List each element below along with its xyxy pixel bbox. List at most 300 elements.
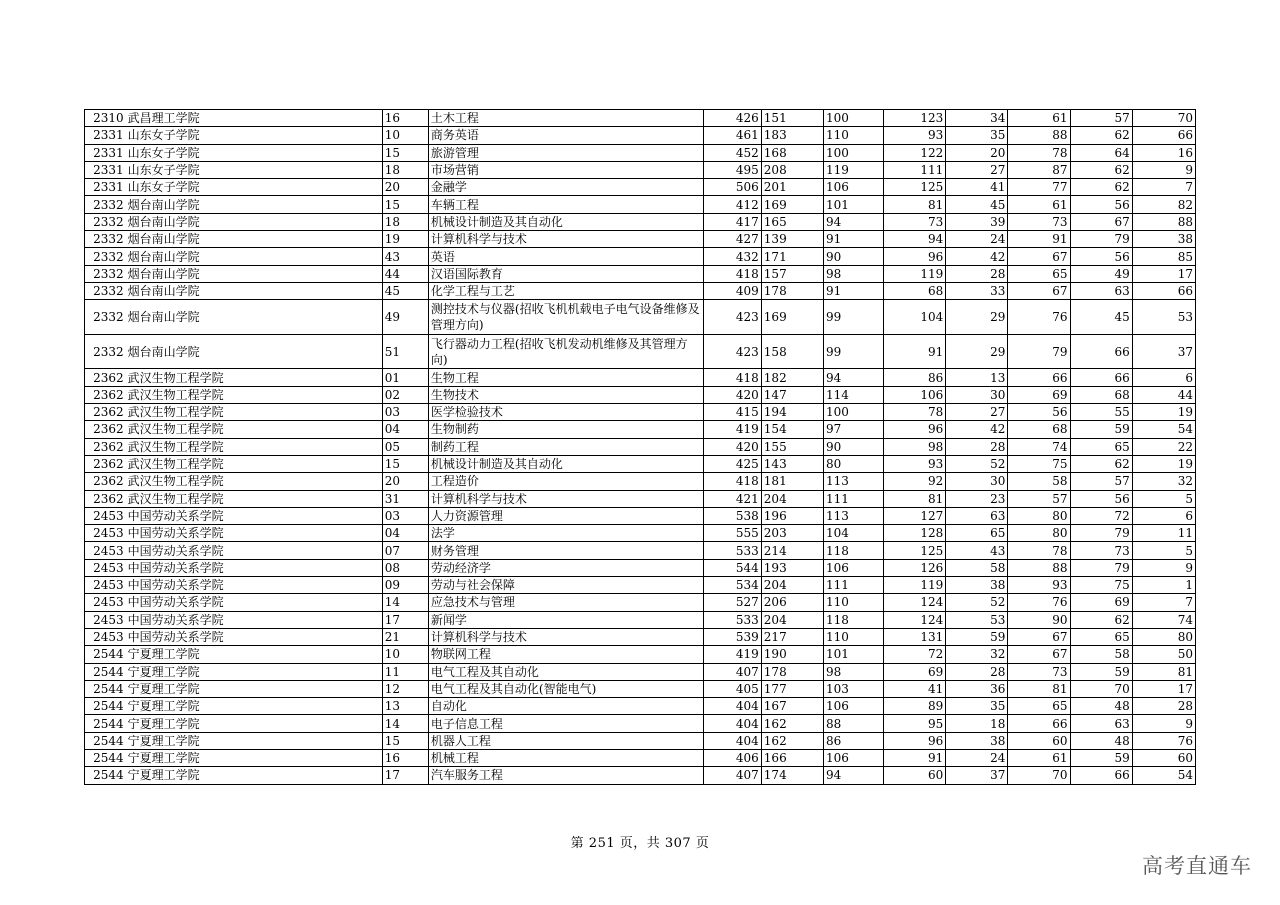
- score-col-8-cell: 88: [1132, 213, 1195, 230]
- table-row: [85, 334, 1196, 369]
- school-code-cell: 2544: [85, 732, 126, 749]
- total-score-cell: 417: [703, 213, 761, 230]
- score-col-2-cell: 217: [761, 628, 823, 645]
- major-code-cell: 10: [382, 646, 428, 663]
- score-col-7-cell: 75: [1070, 577, 1132, 594]
- table-row: [85, 282, 1196, 299]
- score-col-4-cell: 94: [884, 231, 946, 248]
- total-score-cell: 425: [703, 455, 761, 472]
- school-code-cell: 2362: [85, 421, 126, 438]
- major-code-cell: 17: [382, 611, 428, 628]
- score-col-4-cell: 96: [884, 421, 946, 438]
- score-col-7-cell: 57: [1070, 110, 1132, 127]
- major-code-cell: 45: [382, 282, 428, 299]
- score-col-5-cell: 53: [946, 611, 1008, 628]
- score-col-3-cell: 104: [823, 525, 883, 542]
- score-col-2-cell: 169: [761, 300, 823, 335]
- score-col-8-cell: 17: [1132, 680, 1195, 697]
- school-code-cell: 2453: [85, 542, 126, 559]
- school-name-cell: 烟台南山学院: [126, 196, 383, 213]
- score-col-2-cell: 182: [761, 369, 823, 386]
- score-col-6-cell: 68: [1008, 421, 1070, 438]
- total-score-cell: 538: [703, 507, 761, 524]
- school-name-cell: 烟台南山学院: [126, 282, 383, 299]
- score-col-8-cell: 82: [1132, 196, 1195, 213]
- score-col-4-cell: 104: [884, 300, 946, 335]
- major-code-cell: 16: [382, 110, 428, 127]
- score-col-5-cell: 32: [946, 646, 1008, 663]
- score-col-7-cell: 79: [1070, 231, 1132, 248]
- score-col-8-cell: 28: [1132, 698, 1195, 715]
- major-code-cell: 15: [382, 144, 428, 161]
- major-code-cell: 20: [382, 179, 428, 196]
- score-col-3-cell: 91: [823, 282, 883, 299]
- school-code-cell: 2453: [85, 559, 126, 576]
- table-row: [85, 663, 1196, 680]
- major-name-cell: 机械设计制造及其自动化: [428, 213, 703, 230]
- score-col-5-cell: 28: [946, 265, 1008, 282]
- school-name-cell: 宁夏理工学院: [126, 715, 383, 732]
- score-col-8-cell: 16: [1132, 144, 1195, 161]
- major-code-cell: 31: [382, 490, 428, 507]
- score-col-6-cell: 87: [1008, 161, 1070, 178]
- score-col-8-cell: 5: [1132, 490, 1195, 507]
- table-row: [85, 507, 1196, 524]
- total-score-cell: 420: [703, 386, 761, 403]
- score-col-7-cell: 62: [1070, 455, 1132, 472]
- total-score-cell: 418: [703, 265, 761, 282]
- major-code-cell: 11: [382, 663, 428, 680]
- school-name-cell: 烟台南山学院: [126, 265, 383, 282]
- score-col-5-cell: 41: [946, 179, 1008, 196]
- score-col-6-cell: 61: [1008, 110, 1070, 127]
- table-row: [85, 628, 1196, 645]
- score-col-4-cell: 98: [884, 438, 946, 455]
- major-name-cell: 制药工程: [428, 438, 703, 455]
- school-code-cell: 2362: [85, 404, 126, 421]
- major-name-cell: 自动化: [428, 698, 703, 715]
- total-score-cell: 406: [703, 749, 761, 766]
- table-row: [85, 559, 1196, 576]
- score-col-2-cell: 139: [761, 231, 823, 248]
- score-col-6-cell: 66: [1008, 369, 1070, 386]
- score-col-2-cell: 168: [761, 144, 823, 161]
- score-col-5-cell: 42: [946, 421, 1008, 438]
- table-row: [85, 110, 1196, 127]
- major-name-cell: 计算机科学与技术: [428, 231, 703, 248]
- score-col-4-cell: 128: [884, 525, 946, 542]
- score-col-5-cell: 42: [946, 248, 1008, 265]
- score-col-5-cell: 23: [946, 490, 1008, 507]
- school-code-cell: 2332: [85, 265, 126, 282]
- score-col-7-cell: 48: [1070, 698, 1132, 715]
- table-row: [85, 749, 1196, 766]
- table-row: [85, 767, 1196, 784]
- major-name-cell: 法学: [428, 525, 703, 542]
- major-code-cell: 51: [382, 334, 428, 369]
- score-col-2-cell: 162: [761, 732, 823, 749]
- school-name-cell: 武汉生物工程学院: [126, 473, 383, 490]
- score-col-7-cell: 56: [1070, 248, 1132, 265]
- score-col-4-cell: 81: [884, 490, 946, 507]
- score-col-7-cell: 65: [1070, 628, 1132, 645]
- score-col-6-cell: 79: [1008, 334, 1070, 369]
- score-col-4-cell: 91: [884, 334, 946, 369]
- school-code-cell: 2453: [85, 507, 126, 524]
- score-col-8-cell: 7: [1132, 594, 1195, 611]
- score-col-7-cell: 59: [1070, 749, 1132, 766]
- major-name-cell: 生物制药: [428, 421, 703, 438]
- score-col-5-cell: 65: [946, 525, 1008, 542]
- major-name-cell: 应急技术与管理: [428, 594, 703, 611]
- table-row: [85, 369, 1196, 386]
- score-col-5-cell: 29: [946, 300, 1008, 335]
- table-row: [85, 455, 1196, 472]
- major-name-cell: 测控技术与仪器(招收飞机机载电子电气设备维修及管理方向): [428, 300, 703, 335]
- school-code-cell: 2453: [85, 525, 126, 542]
- table-row: [85, 525, 1196, 542]
- score-col-4-cell: 91: [884, 749, 946, 766]
- score-col-5-cell: 33: [946, 282, 1008, 299]
- major-code-cell: 12: [382, 680, 428, 697]
- score-col-8-cell: 66: [1132, 127, 1195, 144]
- score-col-4-cell: 106: [884, 386, 946, 403]
- score-col-2-cell: 143: [761, 455, 823, 472]
- score-col-2-cell: 158: [761, 334, 823, 369]
- major-name-cell: 电气工程及其自动化(智能电气): [428, 680, 703, 697]
- score-col-5-cell: 27: [946, 161, 1008, 178]
- score-col-5-cell: 18: [946, 715, 1008, 732]
- school-code-cell: 2544: [85, 663, 126, 680]
- total-score-cell: 544: [703, 559, 761, 576]
- score-col-3-cell: 119: [823, 161, 883, 178]
- major-code-cell: 43: [382, 248, 428, 265]
- score-col-7-cell: 59: [1070, 421, 1132, 438]
- total-score-cell: 495: [703, 161, 761, 178]
- major-code-cell: 17: [382, 767, 428, 784]
- score-col-7-cell: 56: [1070, 196, 1132, 213]
- score-col-3-cell: 110: [823, 127, 883, 144]
- score-col-3-cell: 118: [823, 611, 883, 628]
- major-name-cell: 物联网工程: [428, 646, 703, 663]
- school-name-cell: 宁夏理工学院: [126, 732, 383, 749]
- score-col-8-cell: 38: [1132, 231, 1195, 248]
- score-col-4-cell: 72: [884, 646, 946, 663]
- score-col-3-cell: 86: [823, 732, 883, 749]
- major-code-cell: 03: [382, 507, 428, 524]
- school-code-cell: 2453: [85, 594, 126, 611]
- total-score-cell: 527: [703, 594, 761, 611]
- major-name-cell: 商务英语: [428, 127, 703, 144]
- score-col-2-cell: 154: [761, 421, 823, 438]
- score-col-2-cell: 169: [761, 196, 823, 213]
- score-col-2-cell: 206: [761, 594, 823, 611]
- score-col-8-cell: 5: [1132, 542, 1195, 559]
- table-row: [85, 646, 1196, 663]
- total-score-cell: 539: [703, 628, 761, 645]
- score-col-4-cell: 119: [884, 577, 946, 594]
- score-col-2-cell: 194: [761, 404, 823, 421]
- major-name-cell: 飞行器动力工程(招收飞机发动机维修及其管理方向): [428, 334, 703, 369]
- score-col-3-cell: 90: [823, 438, 883, 455]
- table-row: [85, 265, 1196, 282]
- score-col-6-cell: 91: [1008, 231, 1070, 248]
- score-col-3-cell: 110: [823, 594, 883, 611]
- school-code-cell: 2331: [85, 161, 126, 178]
- score-col-3-cell: 113: [823, 507, 883, 524]
- score-col-4-cell: 69: [884, 663, 946, 680]
- score-col-2-cell: 178: [761, 282, 823, 299]
- score-col-4-cell: 126: [884, 559, 946, 576]
- score-col-8-cell: 6: [1132, 369, 1195, 386]
- score-col-6-cell: 75: [1008, 455, 1070, 472]
- school-code-cell: 2544: [85, 680, 126, 697]
- school-code-cell: 2332: [85, 196, 126, 213]
- score-col-5-cell: 43: [946, 542, 1008, 559]
- total-score-cell: 404: [703, 698, 761, 715]
- score-col-3-cell: 106: [823, 749, 883, 766]
- score-col-2-cell: 204: [761, 611, 823, 628]
- score-col-4-cell: 96: [884, 248, 946, 265]
- table-row: [85, 386, 1196, 403]
- score-col-8-cell: 60: [1132, 749, 1195, 766]
- score-col-4-cell: 60: [884, 767, 946, 784]
- table-row: [85, 698, 1196, 715]
- school-name-cell: 武汉生物工程学院: [126, 386, 383, 403]
- table-row: [85, 161, 1196, 178]
- score-col-3-cell: 99: [823, 300, 883, 335]
- score-col-2-cell: 214: [761, 542, 823, 559]
- table-row: [85, 179, 1196, 196]
- score-col-7-cell: 73: [1070, 542, 1132, 559]
- major-name-cell: 计算机科学与技术: [428, 628, 703, 645]
- table-row: [85, 577, 1196, 594]
- major-name-cell: 工程造价: [428, 473, 703, 490]
- major-name-cell: 财务管理: [428, 542, 703, 559]
- school-name-cell: 中国劳动关系学院: [126, 542, 383, 559]
- score-col-8-cell: 85: [1132, 248, 1195, 265]
- major-name-cell: 机器人工程: [428, 732, 703, 749]
- score-col-4-cell: 123: [884, 110, 946, 127]
- score-col-2-cell: 147: [761, 386, 823, 403]
- score-col-8-cell: 53: [1132, 300, 1195, 335]
- table-row: [85, 421, 1196, 438]
- school-code-cell: 2362: [85, 369, 126, 386]
- major-code-cell: 14: [382, 594, 428, 611]
- total-score-cell: 418: [703, 369, 761, 386]
- score-col-8-cell: 70: [1132, 110, 1195, 127]
- score-col-7-cell: 62: [1070, 127, 1132, 144]
- score-col-8-cell: 9: [1132, 559, 1195, 576]
- score-col-7-cell: 66: [1070, 334, 1132, 369]
- school-name-cell: 烟台南山学院: [126, 334, 383, 369]
- school-code-cell: 2453: [85, 628, 126, 645]
- school-name-cell: 武汉生物工程学院: [126, 369, 383, 386]
- school-code-cell: 2544: [85, 715, 126, 732]
- score-col-5-cell: 63: [946, 507, 1008, 524]
- total-score-cell: 412: [703, 196, 761, 213]
- table-row: [85, 542, 1196, 559]
- score-col-3-cell: 94: [823, 213, 883, 230]
- score-col-8-cell: 17: [1132, 265, 1195, 282]
- table-body: [85, 110, 1196, 785]
- total-score-cell: 404: [703, 732, 761, 749]
- score-col-6-cell: 67: [1008, 646, 1070, 663]
- table-row: [85, 300, 1196, 335]
- school-code-cell: 2544: [85, 646, 126, 663]
- school-name-cell: 山东女子学院: [126, 144, 383, 161]
- score-col-2-cell: 190: [761, 646, 823, 663]
- table-row: [85, 231, 1196, 248]
- major-name-cell: 劳动经济学: [428, 559, 703, 576]
- major-name-cell: 生物技术: [428, 386, 703, 403]
- total-score-cell: 427: [703, 231, 761, 248]
- major-code-cell: 03: [382, 404, 428, 421]
- major-name-cell: 土木工程: [428, 110, 703, 127]
- score-col-3-cell: 98: [823, 265, 883, 282]
- score-col-8-cell: 74: [1132, 611, 1195, 628]
- major-name-cell: 人力资源管理: [428, 507, 703, 524]
- score-col-8-cell: 44: [1132, 386, 1195, 403]
- school-name-cell: 宁夏理工学院: [126, 646, 383, 663]
- score-col-3-cell: 106: [823, 559, 883, 576]
- score-col-3-cell: 80: [823, 455, 883, 472]
- score-col-6-cell: 80: [1008, 507, 1070, 524]
- total-score-cell: 419: [703, 646, 761, 663]
- school-code-cell: 2544: [85, 767, 126, 784]
- score-col-2-cell: 193: [761, 559, 823, 576]
- school-code-cell: 2362: [85, 386, 126, 403]
- total-score-cell: 533: [703, 611, 761, 628]
- major-name-cell: 机械设计制造及其自动化: [428, 455, 703, 472]
- score-col-2-cell: 204: [761, 490, 823, 507]
- score-col-2-cell: 165: [761, 213, 823, 230]
- table-row: [85, 127, 1196, 144]
- score-col-6-cell: 78: [1008, 144, 1070, 161]
- score-col-6-cell: 65: [1008, 698, 1070, 715]
- score-col-2-cell: 183: [761, 127, 823, 144]
- score-col-4-cell: 111: [884, 161, 946, 178]
- score-col-8-cell: 19: [1132, 404, 1195, 421]
- score-col-3-cell: 99: [823, 334, 883, 369]
- score-col-2-cell: 208: [761, 161, 823, 178]
- score-col-4-cell: 95: [884, 715, 946, 732]
- score-col-5-cell: 28: [946, 438, 1008, 455]
- major-name-cell: 电子信息工程: [428, 715, 703, 732]
- score-col-7-cell: 79: [1070, 559, 1132, 576]
- score-col-5-cell: 52: [946, 594, 1008, 611]
- school-code-cell: 2362: [85, 490, 126, 507]
- major-code-cell: 15: [382, 196, 428, 213]
- score-col-4-cell: 122: [884, 144, 946, 161]
- total-score-cell: 405: [703, 680, 761, 697]
- score-col-6-cell: 90: [1008, 611, 1070, 628]
- score-col-2-cell: 177: [761, 680, 823, 697]
- score-col-5-cell: 58: [946, 559, 1008, 576]
- score-col-6-cell: 67: [1008, 628, 1070, 645]
- score-col-7-cell: 67: [1070, 213, 1132, 230]
- school-name-cell: 武汉生物工程学院: [126, 421, 383, 438]
- total-score-cell: 533: [703, 542, 761, 559]
- table-row: [85, 438, 1196, 455]
- score-col-5-cell: 45: [946, 196, 1008, 213]
- major-code-cell: 49: [382, 300, 428, 335]
- score-table: [84, 109, 1196, 785]
- total-score-cell: 407: [703, 767, 761, 784]
- score-col-5-cell: 38: [946, 732, 1008, 749]
- major-code-cell: 01: [382, 369, 428, 386]
- score-col-3-cell: 97: [823, 421, 883, 438]
- total-score-cell: 461: [703, 127, 761, 144]
- school-name-cell: 宁夏理工学院: [126, 698, 383, 715]
- score-col-4-cell: 93: [884, 127, 946, 144]
- score-col-4-cell: 73: [884, 213, 946, 230]
- school-name-cell: 中国劳动关系学院: [126, 594, 383, 611]
- total-score-cell: 534: [703, 577, 761, 594]
- major-code-cell: 15: [382, 455, 428, 472]
- score-col-7-cell: 62: [1070, 161, 1132, 178]
- major-name-cell: 劳动与社会保障: [428, 577, 703, 594]
- school-code-cell: 2362: [85, 438, 126, 455]
- school-name-cell: 山东女子学院: [126, 161, 383, 178]
- score-col-6-cell: 77: [1008, 179, 1070, 196]
- school-code-cell: 2332: [85, 231, 126, 248]
- table-row: [85, 680, 1196, 697]
- score-col-5-cell: 59: [946, 628, 1008, 645]
- score-col-6-cell: 67: [1008, 248, 1070, 265]
- score-col-4-cell: 119: [884, 265, 946, 282]
- score-col-6-cell: 73: [1008, 213, 1070, 230]
- score-col-2-cell: 201: [761, 179, 823, 196]
- score-col-5-cell: 35: [946, 127, 1008, 144]
- score-col-2-cell: 203: [761, 525, 823, 542]
- score-col-8-cell: 22: [1132, 438, 1195, 455]
- table-row: [85, 404, 1196, 421]
- score-col-8-cell: 37: [1132, 334, 1195, 369]
- score-col-7-cell: 65: [1070, 438, 1132, 455]
- major-code-cell: 15: [382, 732, 428, 749]
- major-code-cell: 04: [382, 525, 428, 542]
- school-name-cell: 宁夏理工学院: [126, 663, 383, 680]
- score-col-4-cell: 78: [884, 404, 946, 421]
- score-col-4-cell: 127: [884, 507, 946, 524]
- school-name-cell: 烟台南山学院: [126, 231, 383, 248]
- score-col-6-cell: 56: [1008, 404, 1070, 421]
- score-col-3-cell: 100: [823, 404, 883, 421]
- major-name-cell: 机械工程: [428, 749, 703, 766]
- school-code-cell: 2332: [85, 248, 126, 265]
- score-col-8-cell: 54: [1132, 421, 1195, 438]
- school-code-cell: 2332: [85, 282, 126, 299]
- total-score-cell: 418: [703, 473, 761, 490]
- school-name-cell: 山东女子学院: [126, 179, 383, 196]
- score-col-8-cell: 9: [1132, 161, 1195, 178]
- score-col-7-cell: 55: [1070, 404, 1132, 421]
- score-col-2-cell: 166: [761, 749, 823, 766]
- school-name-cell: 烟台南山学院: [126, 248, 383, 265]
- school-name-cell: 中国劳动关系学院: [126, 577, 383, 594]
- school-code-cell: 2362: [85, 473, 126, 490]
- school-code-cell: 2331: [85, 179, 126, 196]
- score-col-8-cell: 54: [1132, 767, 1195, 784]
- score-col-7-cell: 48: [1070, 732, 1132, 749]
- score-col-5-cell: 35: [946, 698, 1008, 715]
- page-footer: 第 251 页，共 307 页: [570, 836, 710, 851]
- table-row: [85, 732, 1196, 749]
- table-row: [85, 611, 1196, 628]
- school-name-cell: 武汉生物工程学院: [126, 490, 383, 507]
- school-name-cell: 武汉生物工程学院: [126, 438, 383, 455]
